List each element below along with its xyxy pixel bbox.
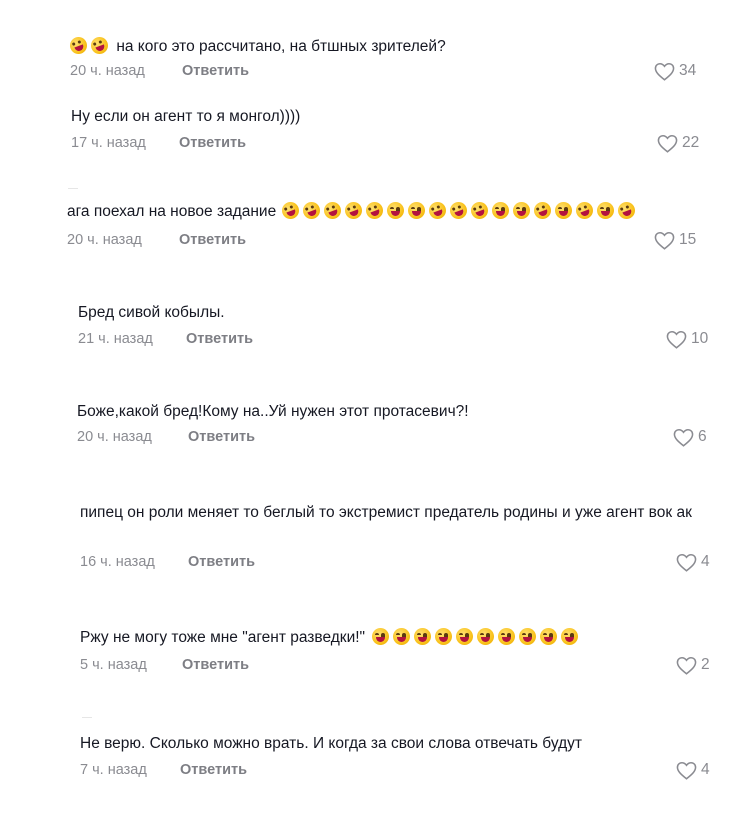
- comment-time: 7 ч. назад: [80, 762, 147, 778]
- like-count: 4: [701, 761, 710, 778]
- heart-icon: [657, 134, 678, 153]
- reply-button[interactable]: Ответить: [180, 762, 248, 778]
- comment-time: 16 ч. назад: [80, 554, 155, 570]
- comment-meta: [71, 133, 246, 153]
- face-with-tears-of-joy-icon: [435, 628, 452, 645]
- face-with-tears-of-joy-icon: [597, 202, 614, 219]
- rolling-on-floor-laughing-icon: [468, 200, 490, 222]
- like-button[interactable]: [676, 759, 710, 781]
- comment-text: Боже,какой бред!Кому на..Уй нужен этот протасевич?!: [77, 403, 469, 420]
- rolling-on-floor-laughing-icon: [321, 200, 343, 222]
- rolling-on-floor-laughing-icon: [426, 200, 448, 222]
- separator: [82, 717, 92, 718]
- rolling-on-floor-laughing-icon: [342, 200, 364, 222]
- comment-item: [80, 733, 720, 783]
- reply-button[interactable]: Ответить: [188, 554, 256, 570]
- reply-button[interactable]: Ответить: [179, 232, 247, 248]
- comment-item: [80, 501, 715, 576]
- face-with-tears-of-joy-icon: [387, 202, 404, 219]
- heart-icon: [666, 330, 687, 349]
- reply-button[interactable]: Ответить: [182, 63, 250, 79]
- comment-meta: [80, 760, 247, 780]
- comment-text: Бред сивой кобылы.: [78, 304, 225, 321]
- heart-icon: [676, 553, 697, 572]
- rolling-on-floor-laughing-icon: [300, 200, 322, 222]
- reply-button[interactable]: Ответить: [182, 657, 250, 673]
- emoji-row: [368, 629, 582, 646]
- like-button[interactable]: [676, 551, 710, 573]
- comment-text: [67, 201, 639, 223]
- separator: [68, 188, 78, 189]
- comment-meta: [67, 230, 246, 250]
- face-with-tears-of-joy-icon: [513, 202, 530, 219]
- comment-body: Ржу не могу тоже мне "агент разведки!": [80, 629, 366, 646]
- heart-icon: [676, 656, 697, 675]
- comment-meta: [78, 329, 253, 349]
- face-with-tears-of-joy-icon: [477, 628, 494, 645]
- comment-time: 21 ч. назад: [78, 331, 153, 347]
- like-count: 6: [698, 428, 707, 445]
- face-with-tears-of-joy-icon: [414, 628, 431, 645]
- like-button[interactable]: [654, 229, 696, 251]
- comment-item: [80, 627, 720, 677]
- comment-item: [78, 302, 718, 352]
- comment-item: [71, 106, 711, 156]
- like-button[interactable]: [657, 132, 699, 154]
- comment-meta: [80, 552, 255, 572]
- comment-text: [80, 627, 582, 649]
- comment-meta: [80, 655, 249, 675]
- comment-time: 20 ч. назад: [77, 429, 152, 445]
- face-with-tears-of-joy-icon: [393, 628, 410, 645]
- emoji-row: [277, 203, 638, 220]
- face-with-tears-of-joy-icon: [498, 628, 515, 645]
- rolling-on-floor-laughing-icon: [89, 35, 111, 57]
- heart-icon: [673, 428, 694, 447]
- face-with-tears-of-joy-icon: [492, 202, 509, 219]
- reply-button[interactable]: Ответить: [188, 429, 256, 445]
- face-with-tears-of-joy-icon: [540, 628, 557, 645]
- face-with-tears-of-joy-icon: [372, 628, 389, 645]
- comment-body: на кого это рассчитано, на бтшных зрителей?: [116, 38, 446, 55]
- comment-text: пипец он роли меняет то беглый то экстремист предатель родины и уже агент вок ак: [80, 504, 692, 521]
- face-with-tears-of-joy-icon: [519, 628, 536, 645]
- like-count: 22: [682, 134, 700, 151]
- rolling-on-floor-laughing-icon: [279, 200, 301, 222]
- comment-meta: [70, 61, 249, 81]
- comment-text: [70, 36, 446, 58]
- rolling-on-floor-laughing-icon: [363, 200, 385, 222]
- like-count: 2: [701, 656, 710, 673]
- rolling-on-floor-laughing-icon: [531, 200, 553, 222]
- rolling-on-floor-laughing-icon: [573, 200, 595, 222]
- heart-icon: [654, 62, 675, 81]
- comment-time: 20 ч. назад: [67, 232, 142, 248]
- comment-time: 20 ч. назад: [70, 63, 145, 79]
- heart-icon: [654, 231, 675, 250]
- comment-item: [77, 401, 717, 451]
- heart-icon: [676, 761, 697, 780]
- face-with-tears-of-joy-icon: [561, 628, 578, 645]
- like-button[interactable]: [666, 328, 708, 350]
- like-button[interactable]: [673, 426, 707, 448]
- reply-button[interactable]: Ответить: [179, 135, 247, 151]
- face-with-tears-of-joy-icon: [456, 628, 473, 645]
- like-count: 34: [679, 62, 697, 79]
- like-count: 15: [679, 231, 697, 248]
- rolling-on-floor-laughing-icon: [68, 35, 90, 57]
- like-button[interactable]: [654, 60, 696, 82]
- rolling-on-floor-laughing-icon: [447, 200, 469, 222]
- comment-meta: [77, 427, 255, 447]
- rolling-on-floor-laughing-icon: [615, 200, 637, 222]
- comment-item: [70, 36, 710, 86]
- comment-text: Не верю. Сколько можно врать. И когда за свои слова отвечать будут: [80, 735, 582, 752]
- comment-time: 5 ч. назад: [80, 657, 147, 673]
- like-count: 4: [701, 553, 710, 570]
- reply-button[interactable]: Ответить: [186, 331, 254, 347]
- comment-text: Ну если он агент то я монгол)))): [71, 108, 301, 125]
- face-with-tears-of-joy-icon: [408, 202, 425, 219]
- comment-item: [67, 201, 712, 251]
- face-with-tears-of-joy-icon: [555, 202, 572, 219]
- like-count: 10: [691, 330, 709, 347]
- comment-time: 17 ч. назад: [71, 135, 146, 151]
- like-button[interactable]: [676, 654, 710, 676]
- comment-body: ага поехал на новое задание: [67, 203, 277, 220]
